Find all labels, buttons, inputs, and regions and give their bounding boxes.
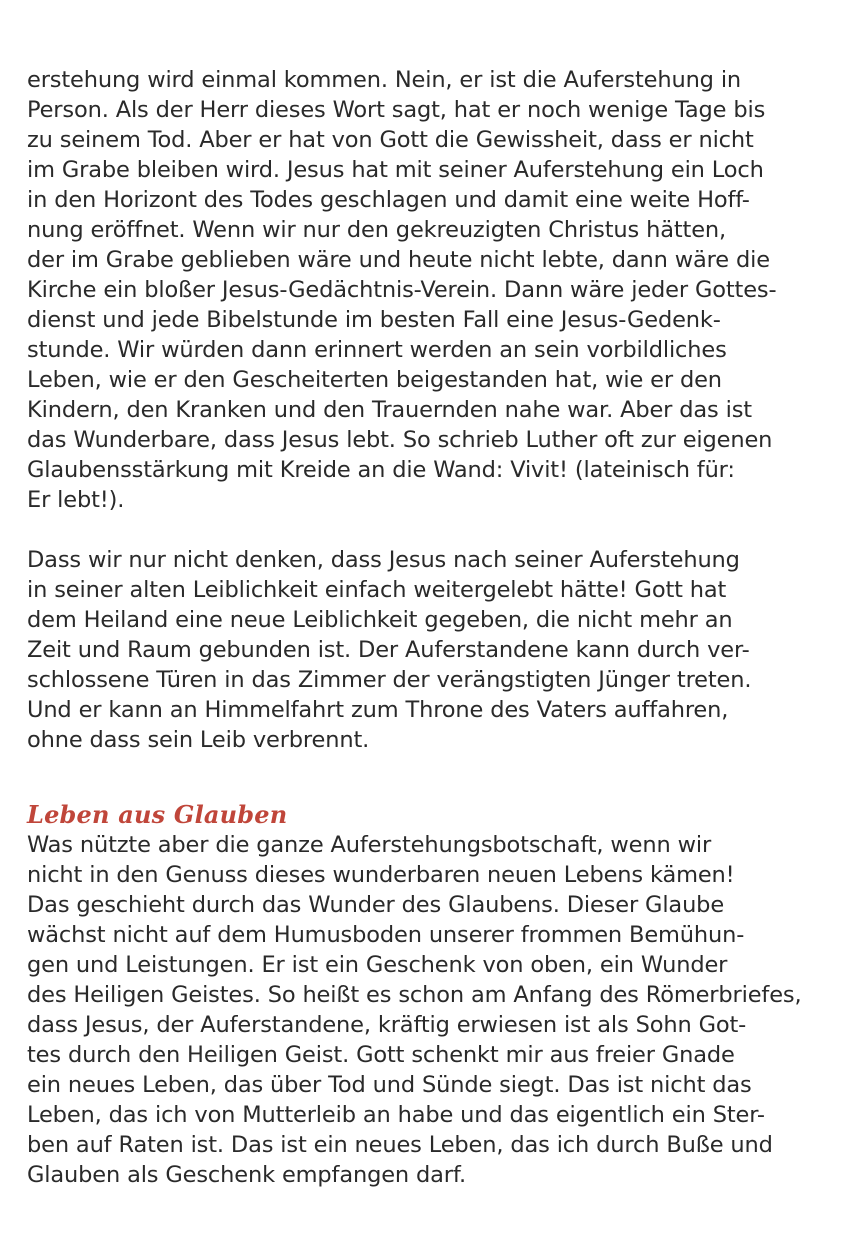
text-line: in den Horizont des Todes geschlagen und damit eine weite Hoff- (27, 187, 750, 213)
text-line: des Heiligen Geistes. So heißt es schon am Anfang des Römerbriefes, (27, 982, 802, 1008)
text-line: ben auf Raten ist. Das ist ein neues Leben, das ich durch Buße und (27, 1132, 773, 1158)
text-line: Er lebt!). (27, 487, 125, 513)
text-line: Kindern, den Kranken und den Trauernden nahe war. Aber das ist (27, 397, 752, 423)
paragraph-spacer (27, 515, 817, 545)
text-line: Leben, das ich von Mutterleib an habe und das eigentlich ein Ster- (27, 1102, 765, 1128)
text-line: Und er kann an Himmelfahrt zum Throne des Vaters auffahren, (27, 697, 729, 723)
text-line: Zeit und Raum gebunden ist. Der Auferstandene kann durch ver- (27, 637, 750, 663)
text-line: das Wunderbare, dass Jesus lebt. So schrieb Luther oft zur eigenen (27, 427, 773, 453)
text-line: in seiner alten Leiblichkeit einfach weitergelebt hätte! Gott hat (27, 577, 727, 603)
text-line: der im Grabe geblieben wäre und heute nicht lebte, dann wäre die (27, 247, 770, 273)
text-line: wächst nicht auf dem Humusboden unserer frommen Bemühun- (27, 922, 745, 948)
paragraph-resurrection (27, 65, 817, 515)
document-page (27, 65, 817, 1190)
text-line: Was nützte aber die ganze Auferstehungsbotschaft, wenn wir (27, 832, 712, 858)
text-line: Glauben als Geschenk empfangen darf. (27, 1162, 467, 1188)
paragraph-new-body (27, 545, 817, 755)
text-line: dass Jesus, der Auferstandene, kräftig erwiesen ist als Sohn Got- (27, 1012, 747, 1038)
text-line: ohne dass sein Leib verbrennt. (27, 727, 370, 753)
text-line: stunde. Wir würden dann erinnert werden an sein vorbildliches (27, 337, 727, 363)
paragraph-spacer (27, 755, 817, 785)
text-line: Das geschieht durch das Wunder des Glaubens. Dieser Glaube (27, 892, 725, 918)
text-line: nicht in den Genuss dieses wunderbaren neuen Lebens kämen! (27, 862, 735, 888)
text-line: zu seinem Tod. Aber er hat von Gott die Gewissheit, dass er nicht (27, 127, 754, 153)
text-line: schlossene Türen in das Zimmer der verängstigten Jünger treten. (27, 667, 752, 693)
section-heading: Leben aus Glauben (27, 800, 288, 829)
text-line: tes durch den Heiligen Geist. Gott schenkt mir aus freier Gnade (27, 1042, 735, 1068)
text-line: Dass wir nur nicht denken, dass Jesus nach seiner Auferstehung (27, 547, 740, 573)
text-line: dem Heiland eine neue Leiblichkeit gegeben, die nicht mehr an (27, 607, 733, 633)
text-line: gen und Leistungen. Er ist ein Geschenk von oben, ein Wunder (27, 952, 728, 978)
text-line: Kirche ein bloßer Jesus-Gedächtnis-Verein. Dann wäre jeder Gottes- (27, 277, 777, 303)
text-line: im Grabe bleiben wird. Jesus hat mit seiner Auferstehung ein Loch (27, 157, 764, 183)
text-line: Leben, wie er den Gescheiterten beigestanden hat, wie er den (27, 367, 722, 393)
text-line: dienst und jede Bibelstunde im besten Fall eine Jesus-Gedenk- (27, 307, 721, 333)
paragraph-faith (27, 830, 817, 1190)
text-line: ein neues Leben, das über Tod und Sünde siegt. Das ist nicht das (27, 1072, 752, 1098)
text-line: erstehung wird einmal kommen. Nein, er ist die Auferstehung in (27, 67, 742, 93)
text-line: Glaubensstärkung mit Kreide an die Wand: Vivit! (lateinisch für: (27, 457, 735, 483)
text-line: Person. Als der Herr dieses Wort sagt, hat er noch wenige Tage bis (27, 97, 766, 123)
text-line: nung eröffnet. Wenn wir nur den gekreuzigten Christus hätten, (27, 217, 726, 243)
